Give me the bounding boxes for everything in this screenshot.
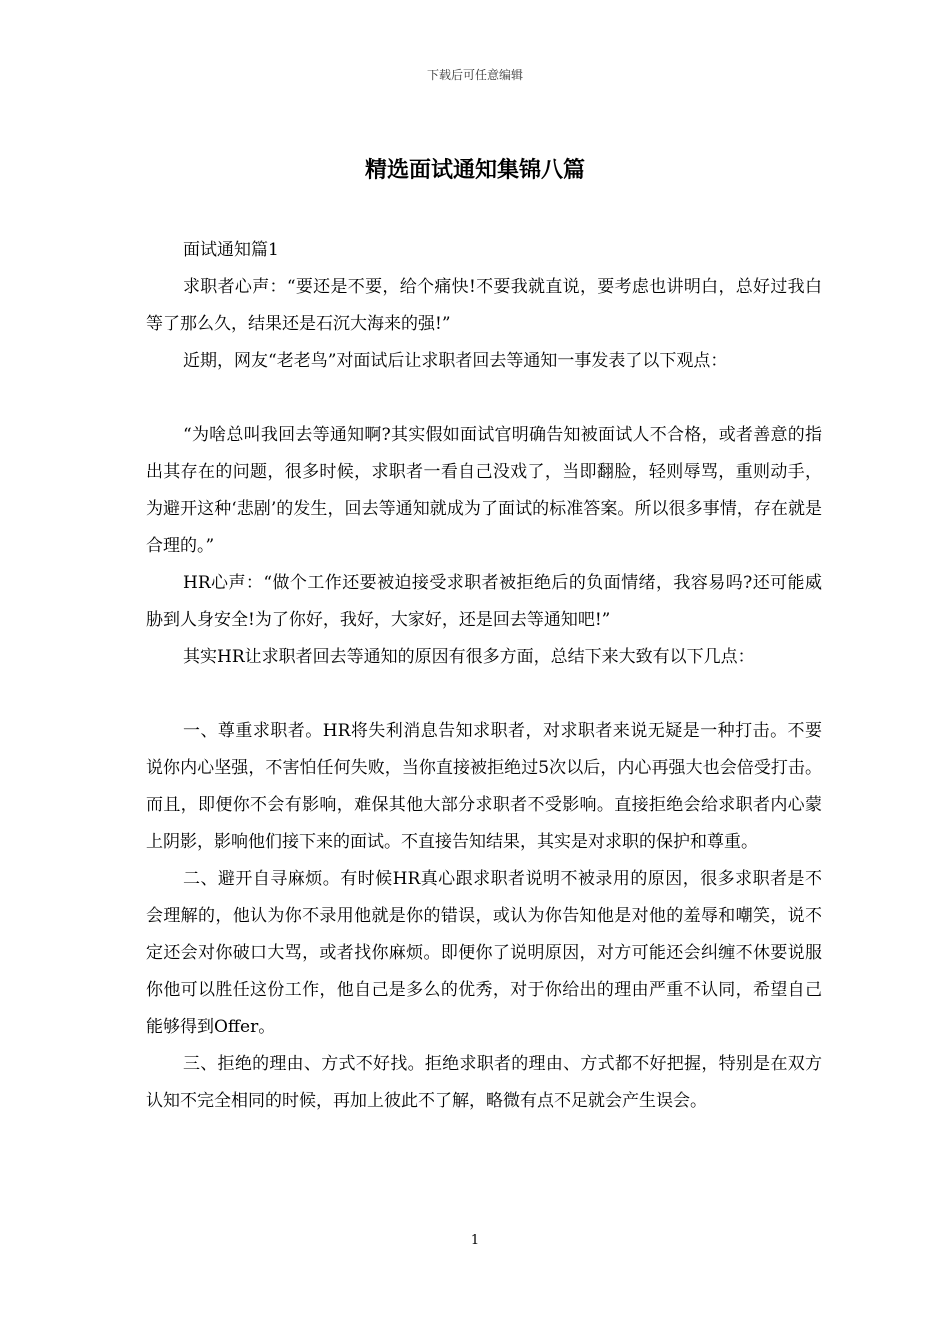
paragraph-reason-one: 一、尊重求职者。HR将失利消息告知求职者，对求职者来说无疑是一种打击。不要说你内心坚强，不害怕任何失败，当你直接被拒绝过5次以后，内心再强大也会倍受打击。而且，即便你不会有影响，难保其他大部分求职者不受影响。直接拒绝会给求职者内心蒙上阴影，影响他们接下来的面试。不直接告知结果，其实是对求职的保护和尊重。 (146, 721, 822, 852)
paragraph-jobseeker-voice: 求职者心声：“要还是不要，给个痛快!不要我就直说，要考虑也讲明白，总好过我白等了那么久，结果还是石沉大海来的强!” (146, 277, 822, 334)
paragraph-reasons-intro: 其实HR让求职者回去等通知的原因有很多方面，总结下来大致有以下几点： (183, 647, 755, 667)
paragraph-gap (146, 676, 822, 713)
header-note: 下载后可任意编辑 (426, 68, 523, 82)
paragraph-hr-voice: HR心声：“做个工作还要被迫接受求职者被拒绝后的负面情绪，我容易吗?还可能威胁到人身安全!为了你好，我好，大家好，还是回去等通知吧!” (146, 573, 822, 630)
paragraph-gap (146, 380, 822, 417)
document-body (146, 232, 822, 1120)
page-number: 1 (470, 1233, 480, 1248)
document-title: 精选面试通知集锦八篇 (364, 158, 585, 183)
paragraph-reason-three: 三、拒绝的理由、方式不好找。拒绝求职者的理由、方式都不好把握，特别是在双方认知不完全相同的时候，再加上彼此不了解，略微有点不足就会产生误会。 (146, 1054, 822, 1111)
paragraph-reason-two: 二、避开自寻麻烦。有时候HR真心跟求职者说明不被录用的原因，很多求职者是不会理解的，他认为你不录用他就是你的错误，或认为你告知他是对他的羞辱和嘲笑，说不定还会对你破口大骂，或者找你麻烦。即便你了说明原因，对方可能还会纠缠不休要说服你他可以胜任这份工作，他自己是多么的优秀，对于你给出的理由严重不认同，希望自己能够得到Offer。 (146, 869, 822, 1037)
paragraph-netizen-intro: 近期，网友“老老鸟”对面试后让求职者回去等通知一事发表了以下观点： (183, 351, 728, 371)
section-heading: 面试通知篇1 (183, 240, 279, 260)
paragraph-netizen-quote: “为啥总叫我回去等通知啊?其实假如面试官明确告知被面试人不合格，或者善意的指出其存在的问题，很多时候，求职者一看自己没戏了，当即翻脸，轻则辱骂，重则动手，为避开这种‘悲剧’的发生，回去等通知就成为了面试的标准答案。所以很多事情，存在就是合理的。” (146, 425, 822, 556)
